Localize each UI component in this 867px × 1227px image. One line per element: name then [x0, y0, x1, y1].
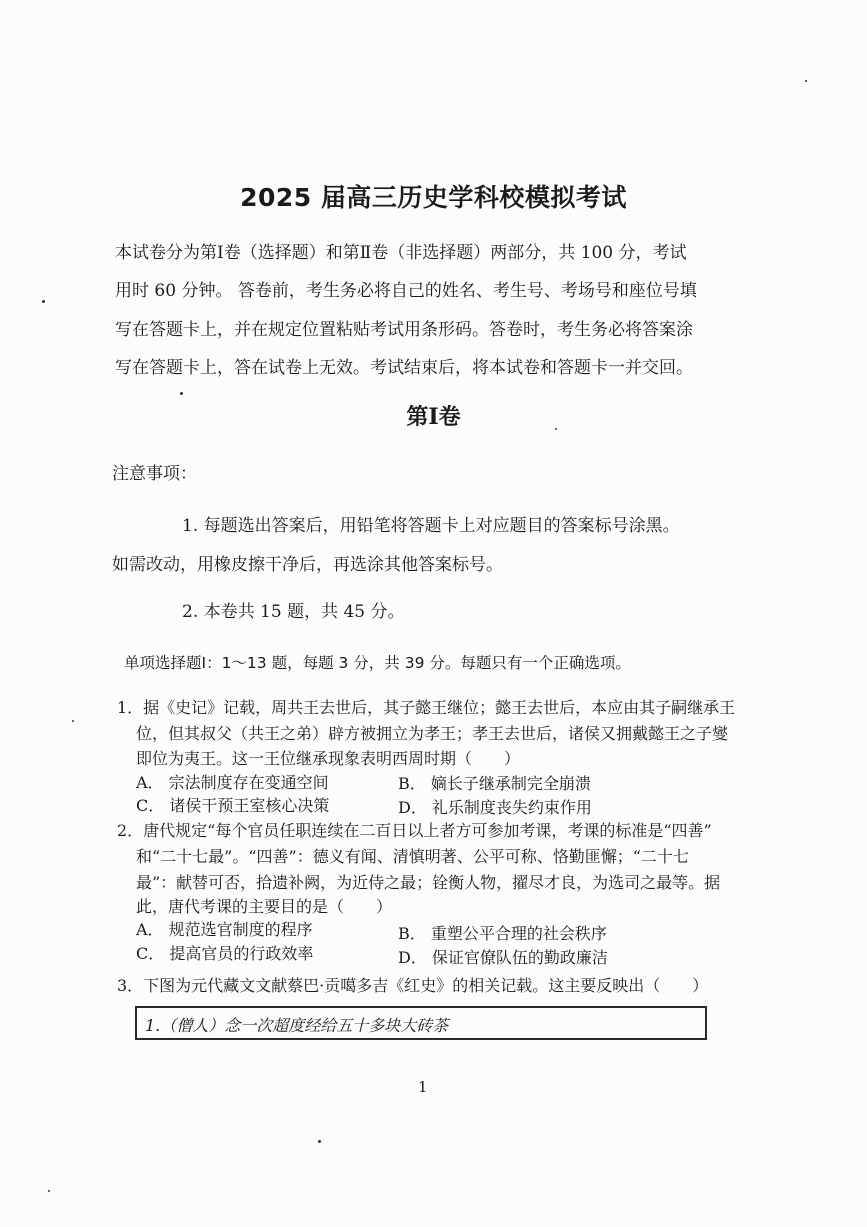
scan-speck: [42, 300, 45, 303]
scan-speck: [318, 1140, 321, 1143]
scan-speck: [805, 80, 807, 82]
q2-option-a: A． 规范选官制度的程序: [136, 920, 313, 939]
scan-speck: [555, 428, 557, 430]
scan-speck: [48, 1190, 50, 1192]
scan-speck: [72, 720, 74, 722]
intro-line: 用时 60 分钟。 答卷前，考生务必将自己的姓名、考生号、考场号和座位号填: [115, 281, 697, 301]
exam-title: 2025 届高三历史学科校模拟考试: [240, 183, 627, 212]
q3-source-box: [135, 1006, 707, 1040]
q1-option-b: B． 嫡长子继承制完全崩溃: [398, 774, 591, 793]
note-2: 2. 本卷共 15 题，共 45 分。: [182, 602, 405, 622]
q1-stem-line: 即位为夷王。这一王位继承现象表明西周时期（ ）: [136, 749, 521, 768]
scan-speck: [180, 392, 183, 395]
q1-option-d: D． 礼乐制度丧失约束作用: [398, 798, 592, 817]
q1-stem-line: 位，但其叔父（共王之弟）辟方被拥立为孝王；孝王去世后，诸侯又拥戴懿王之子燮: [136, 724, 729, 743]
q2-option-b: B． 重塑公平合理的社会秩序: [398, 924, 607, 943]
q2-stem-line: 和“二十七最”。“四善”：德义有闻、清慎明著、公平可称、恪勤匪懈；“二十七: [136, 847, 689, 866]
note-1-line-1: 1. 每题选出答案后，用铅笔将答题卡上对应题目的答案标号涂黑。: [182, 516, 680, 536]
q1-option-c: C． 诸侯干预王室核心决策: [136, 796, 330, 815]
note-1-line-2: 如需改动，用橡皮擦干净后，再选涂其他答案标号。: [112, 555, 503, 575]
q2-option-c: C． 提高官员的行政效率: [136, 944, 314, 963]
section-heading: 单项选择题Ⅰ：1～13 题，每题 3 分，共 39 分。每题只有一个正确选项。: [124, 654, 631, 672]
notes-heading: 注意事项：: [112, 464, 197, 484]
q1-option-a: A． 宗法制度存在变通空间: [136, 773, 329, 792]
intro-line: 写在答题卡上，并在规定位置粘贴考试用条形码。答卷时，考生务必将答案涂: [115, 320, 693, 340]
q2-stem-line: 最”：献替可否，拾遗补阙，为近侍之最；铨衡人物，擢尽才良，为选司之最等。据: [136, 873, 721, 892]
q2-stem-line: 此，唐代考课的主要目的是（ ）: [136, 897, 393, 916]
q3-source-text: 1.（僧人）念一次超度经给五十多块大砖茶: [145, 1016, 449, 1035]
intro-line: 本试卷分为第Ⅰ卷（选择题）和第Ⅱ卷（非选择题）两部分，共 100 分，考试: [115, 243, 687, 263]
q2-option-d: D． 保证官僚队伍的勤政廉洁: [398, 948, 608, 967]
q3-stem: 3．下图为元代藏文文献蔡巴·贡噶多吉《红史》的相关记载。这主要反映出（ ）: [117, 976, 709, 995]
q2-stem-line: 2．唐代规定“每个官员任职连续在二百日以上者方可参加考课，考课的标准是“四善”: [117, 821, 712, 840]
intro-line: 写在答题卡上，答在试卷上无效。考试结束后，将本试卷和答题卡一并交回。: [115, 358, 693, 378]
q1-stem-line: 1．据《史记》记载，周共王去世后，其子懿王继位；懿王去世后，本应由其子嗣继承王: [117, 698, 736, 717]
page-number: 1: [418, 1078, 428, 1096]
volume-title: 第Ⅰ卷: [406, 404, 461, 430]
